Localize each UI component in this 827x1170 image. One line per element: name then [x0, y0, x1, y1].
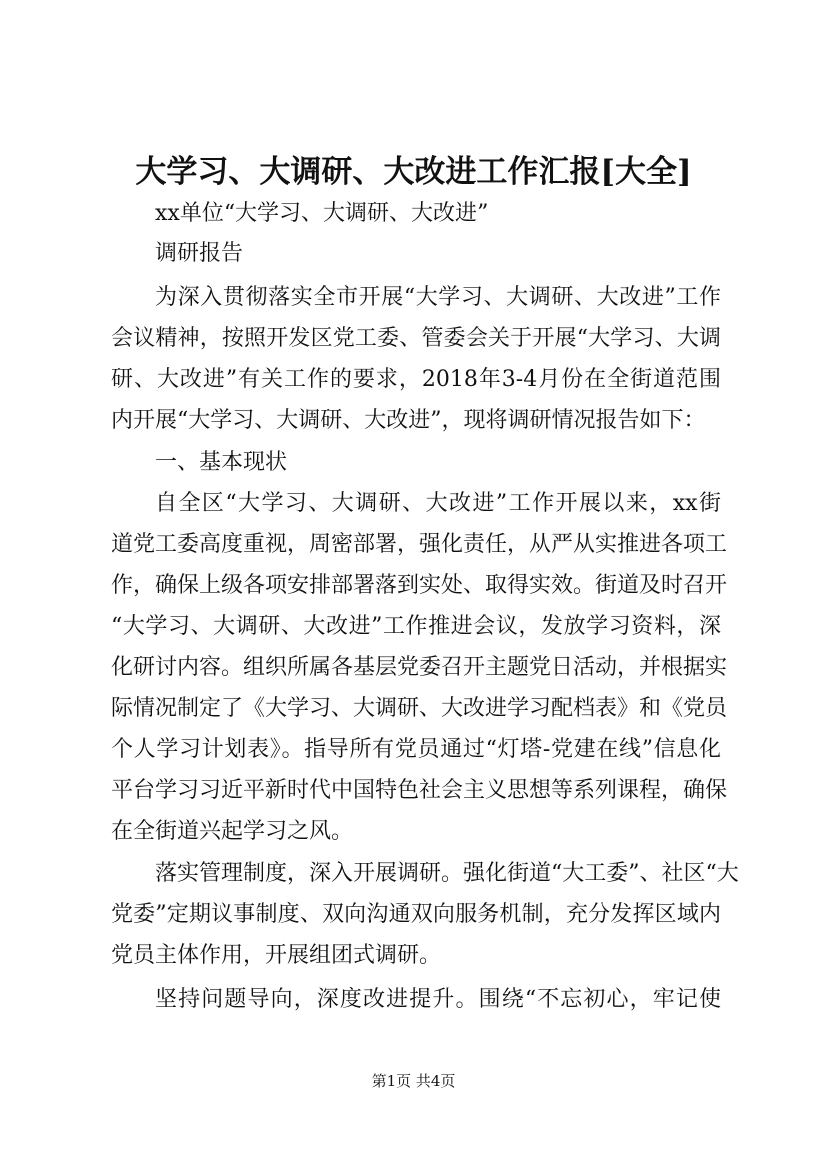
paragraph-2-line-1: 自全区“大学习、大调研、大改进”工作开展以来，xx街 — [155, 491, 721, 516]
paragraph-2-line-3: 作，确保上级各项安排部署落到实处、取得实效。街道及时召开 — [111, 573, 728, 598]
paragraph-2-line-4: “大学习、大调研、大改进”工作推进会议，发放学习资料，深 — [111, 614, 721, 639]
paragraph-2-line-2: 道党工委高度重视，周密部署，强化责任，从严从实推进各项工 — [111, 532, 728, 557]
paragraph-2-line-9: 在全街道兴起学习之风。 — [111, 819, 354, 844]
paragraph-1-line-3: 研、大改进”有关工作的要求，2018年3-4月份在全街道范围 — [111, 367, 721, 392]
page-number-footer: 第1页 共4页 — [371, 1072, 456, 1090]
paragraph-2-line-7: 个人学习计划表》。指导所有党员通过“灯塔-党建在线”信息化 — [111, 737, 721, 762]
paragraph-1-line-1: 为深入贯彻落实全市开展“大学习、大调研、大改进”工作 — [155, 285, 721, 310]
paragraph-2-line-5: 化研讨内容。组织所属各基层党委召开主题党日活动，并根据实 — [111, 655, 728, 680]
paragraph-2-line-8: 平台学习习近平新时代中国特色社会主义思想等系列课程，确保 — [111, 778, 728, 803]
subtitle-line-1: xx单位“大学习、大调研、大改进” — [155, 201, 489, 226]
document-title: 大学习、大调研、大改进工作汇报[大全] — [135, 154, 692, 190]
paragraph-3-line-3: 党员主体作用，开展组团式调研。 — [111, 943, 442, 968]
subtitle-line-2: 调研报告 — [155, 241, 244, 266]
paragraph-3-line-1: 落实管理制度，深入开展调研。强化街道“大工委”、社区“大 — [155, 861, 739, 886]
paragraph-1-line-2: 会议精神，按照开发区党工委、管委会关于开展“大学习、大调 — [111, 326, 721, 351]
section-heading: 一、基本现状 — [155, 450, 288, 475]
paragraph-3-line-2: 党委”定期议事制度、双向沟通双向服务机制，充分发挥区域内 — [111, 902, 721, 927]
paragraph-2-line-6: 际情况制定了《大学习、大调研、大改进学习配档表》和《党员 — [111, 696, 728, 721]
paragraph-1-line-4: 内开展“大学习、大调研、大改进”，现将调研情况报告如下： — [111, 408, 706, 433]
paragraph-4-line-1: 坚持问题导向，深度改进提升。围绕“不忘初心，牢记使 — [155, 987, 721, 1012]
